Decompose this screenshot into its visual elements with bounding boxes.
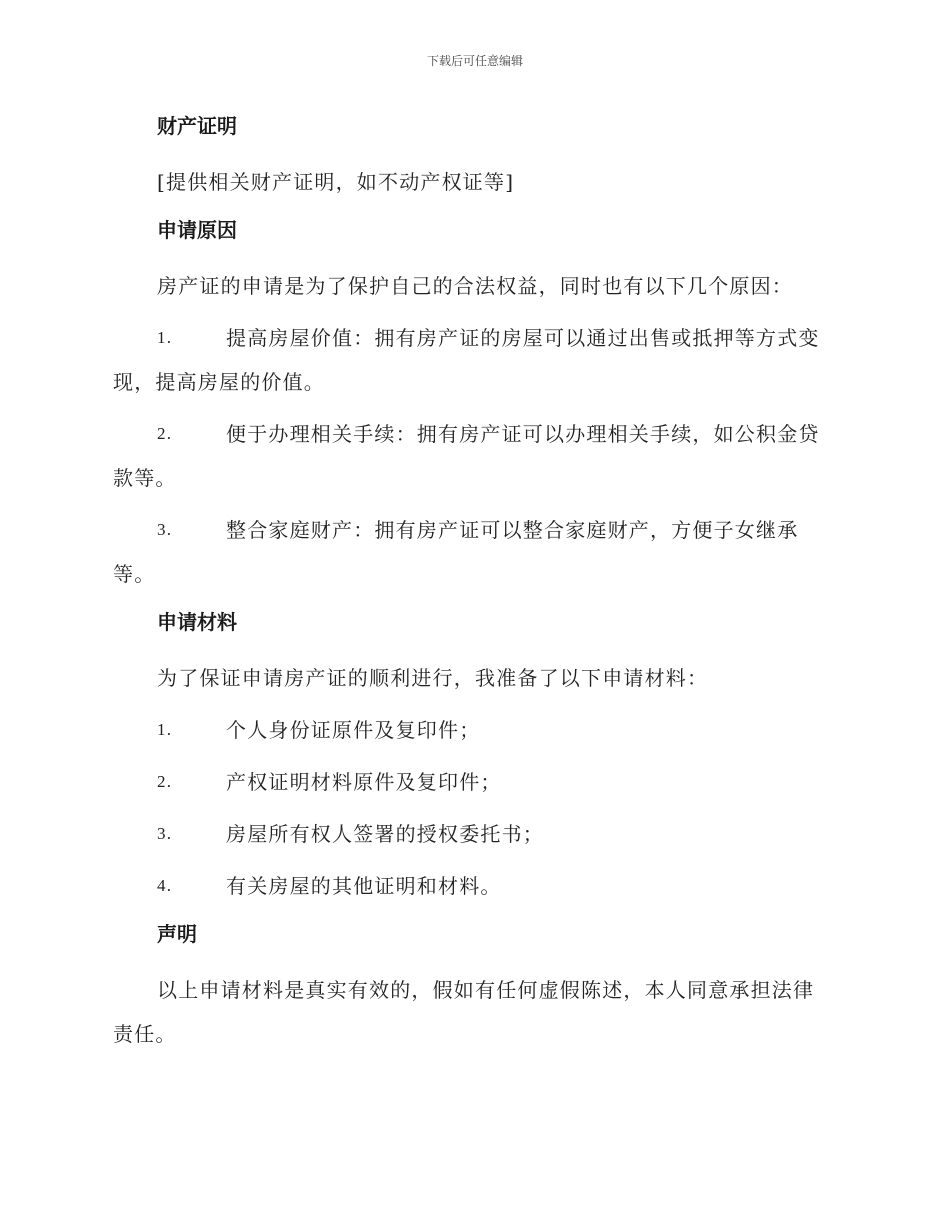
list-number: 2.: [157, 424, 173, 443]
list-text: 便于办理相关手续：拥有房产证可以办理相关手续，如公积金贷款等。: [113, 422, 820, 490]
section-heading-materials: 申请材料: [157, 610, 237, 634]
list-text: 有关房屋的其他证明和材料。: [226, 874, 502, 898]
list-item: [113, 508, 833, 596]
list-number: 4.: [157, 876, 173, 895]
list-item: [113, 708, 833, 752]
section-heading-property: 财产证明: [157, 114, 237, 138]
property-text: [提供相关财产证明，如不动产权证等]: [157, 170, 515, 194]
section-heading-statement: 声明: [157, 922, 197, 946]
list-item: [113, 316, 833, 404]
list-item: [113, 812, 833, 856]
statement-text: 以上申请材料是真实有效的，假如有任何虚假陈述，本人同意承担法律责任。: [113, 978, 815, 1046]
list-number: 2.: [157, 772, 173, 791]
materials-intro: 为了保证申请房产证的顺利进行，我准备了以下申请材料：: [157, 666, 709, 690]
list-text: 产权证明材料原件及复印件；: [226, 770, 502, 794]
list-text: 房屋所有权人签署的授权委托书；: [226, 822, 544, 846]
list-text: 提高房屋价值：拥有房产证的房屋可以通过出售或抵押等方式变现，提高房屋的价值。: [113, 326, 820, 394]
list-number: 3.: [157, 824, 173, 843]
list-number: 1.: [157, 720, 173, 739]
list-number: 3.: [157, 520, 173, 539]
list-item: [113, 412, 833, 500]
list-text: 个人身份证原件及复印件；: [226, 718, 481, 742]
list-item: [113, 864, 833, 908]
list-item: [113, 760, 833, 804]
section-heading-reason: 申请原因: [157, 218, 237, 242]
document-body: [113, 108, 833, 1064]
reason-intro: 房产证的申请是为了保护自己的合法权益，同时也有以下几个原因：: [157, 274, 793, 298]
list-number: 1.: [157, 328, 173, 347]
page-header: 下载后可任意编辑: [426, 54, 523, 68]
list-text: 整合家庭财产：拥有房产证可以整合家庭财产，方便子女继承等。: [113, 518, 799, 586]
